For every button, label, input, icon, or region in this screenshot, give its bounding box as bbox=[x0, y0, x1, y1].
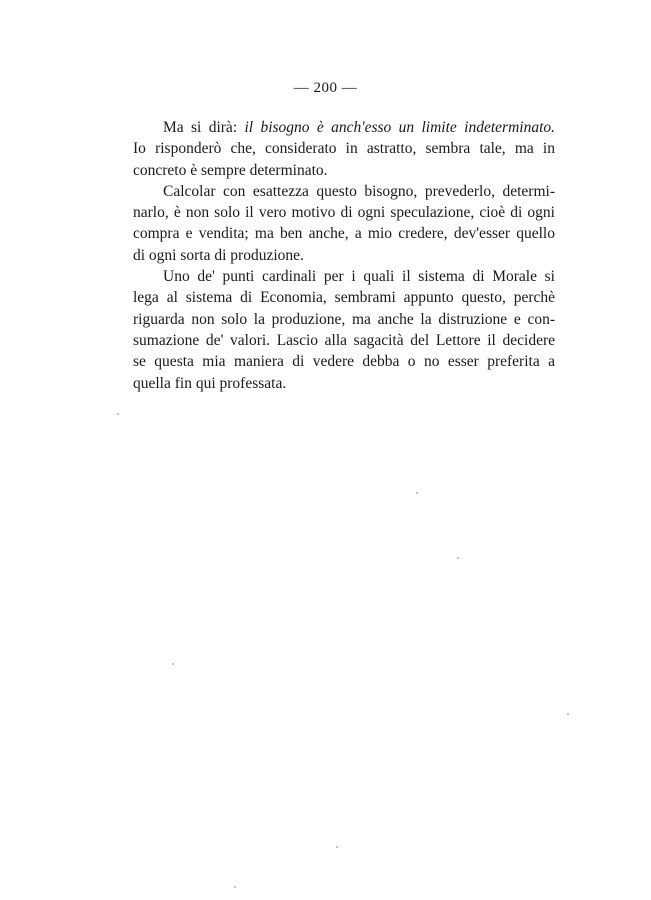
scan-speck bbox=[567, 713, 569, 715]
text-line: narlo, è non solo il vero motivo di ogni speculazione, cioè di ogni bbox=[133, 204, 555, 222]
page-number: — 200 — bbox=[293, 80, 358, 96]
paragraph-3 bbox=[133, 266, 555, 394]
text-line: Uno de' punti cardinali per i quali il sistema di Morale si bbox=[163, 268, 555, 286]
paragraph-2 bbox=[133, 181, 555, 266]
text-line: lega al sistema di Economia, sembrami appunto questo, perchè bbox=[133, 289, 555, 307]
scan-speck bbox=[457, 557, 459, 559]
italic-text: il bisogno è anch'esso un limite indeterminato. bbox=[244, 119, 555, 136]
text-line: se questa mia maniera di vedere debba o no esser preferita a bbox=[133, 353, 555, 371]
text-line: sumazione de' valori. Lascio alla sagacità del Lettore il decidere bbox=[133, 331, 555, 349]
text-line: quella fin qui professata. bbox=[133, 374, 287, 392]
text-line: concreto è sempre determinato. bbox=[133, 161, 328, 179]
scan-speck bbox=[336, 846, 338, 848]
text-run: Ma si dirà: bbox=[163, 119, 245, 136]
text-line: Io risponderò che, considerato in astratto, sembra tale, ma in bbox=[133, 140, 555, 158]
text-line: Calcolar con esattezza questo bisogno, prevederlo, determi- bbox=[163, 182, 555, 200]
body-text bbox=[133, 117, 555, 394]
scan-speck bbox=[234, 886, 236, 888]
text-line: di ogni sorta di produzione. bbox=[133, 246, 304, 264]
scan-speck bbox=[172, 663, 174, 665]
scan-speck bbox=[416, 492, 418, 494]
scan-speck bbox=[117, 413, 119, 415]
paragraph-1 bbox=[133, 117, 555, 181]
text-line: riguarda non solo la produzione, ma anche la distruzione e con- bbox=[133, 310, 555, 328]
text-line: compra e vendita; ma ben anche, a mio credere, dev'esser quello bbox=[133, 225, 555, 243]
text-line bbox=[133, 117, 555, 138]
